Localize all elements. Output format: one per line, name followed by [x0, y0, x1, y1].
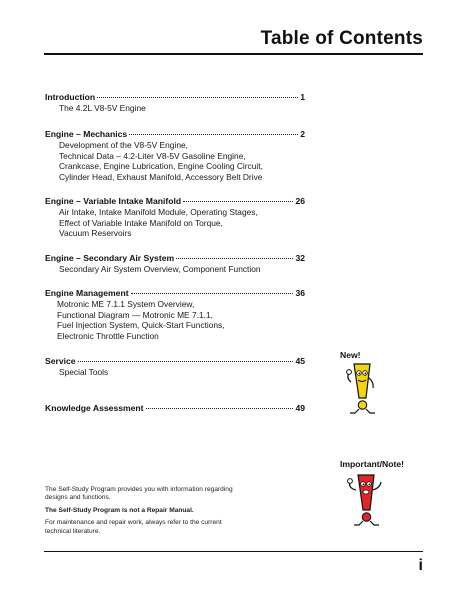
toc-subline: Functional Diagram — Motronic ME 7.1.1, [57, 309, 213, 320]
toc-heading: Service [45, 356, 76, 366]
page-number: i [418, 557, 423, 574]
toc-heading: Introduction [45, 92, 96, 102]
note-refer-literature: For maintenance and repair work, always refer to the current technical literature. [45, 519, 222, 535]
note-not-repair-manual: The Self-Study Program is not a Repair Manual. [45, 506, 194, 514]
dot-leader [176, 258, 293, 259]
toc-entry-engine-mechanics[interactable] [45, 129, 305, 182]
toc-subline: Air Intake, Intake Manifold Module, Operating Stages, [59, 207, 258, 217]
toc-page-number: 32 [295, 253, 305, 263]
toc-page-number: 26 [295, 196, 305, 206]
toc-entry-knowledge-assessment[interactable] [45, 403, 305, 414]
toc-entry-introduction[interactable] [45, 92, 305, 114]
toc-subline: Technical Data – 4.2-Liter V8-5V Gasoline Engine, [59, 150, 246, 161]
toc-subline: The 4.2L V8-5V Engine [59, 103, 146, 113]
toc-page-number: 45 [295, 356, 305, 366]
toc-heading: Engine – Secondary Air System [45, 253, 175, 263]
toc-subline: Motronic ME 7.1.1 System Overview, [57, 299, 195, 309]
toc-heading: Engine – Variable Intake Manifold [45, 196, 182, 206]
toc-page-number: 1 [300, 92, 305, 102]
toc-entry-variable-intake-manifold[interactable] [45, 196, 305, 239]
important-mascot-icon [344, 472, 390, 530]
toc-subline: Cylinder Head, Exhaust Manifold, Accessory Belt Drive [59, 171, 263, 182]
dot-leader [97, 97, 298, 98]
toc-subline: Effect of Variable Intake Manifold on Torque, [59, 217, 223, 228]
dot-leader [183, 201, 293, 202]
toc-subline: Fuel Injection System, Quick-Start Functions, [57, 320, 225, 331]
toc-page-number: 2 [300, 129, 305, 139]
new-label: New! [340, 350, 361, 360]
toc-entry-engine-management[interactable] [45, 288, 305, 341]
footer-rule [44, 551, 423, 552]
note-info: The Self-Study Program provides you with information regarding designs and functions. [45, 486, 233, 502]
toc-entry-secondary-air-system[interactable] [45, 253, 305, 275]
important-note-label: Important/Note! [340, 459, 404, 469]
dot-leader [129, 134, 298, 135]
new-mascot-icon [340, 362, 386, 418]
dot-leader [131, 293, 294, 294]
dot-leader [146, 408, 294, 409]
toc-subline: Secondary Air System Overview, Component Function [59, 264, 261, 274]
toc-page-number: 36 [295, 288, 305, 298]
toc-entry-service[interactable] [45, 356, 305, 378]
toc-subline: Vacuum Reservoirs [59, 228, 132, 239]
toc-page-number: 49 [295, 403, 305, 413]
page-title: Table of Contents [260, 28, 423, 49]
toc-subline: Special Tools [59, 367, 109, 377]
toc-subline: Electronic Throttle Function [57, 330, 159, 341]
dot-leader [78, 361, 294, 362]
header-rule [44, 53, 423, 55]
toc-heading: Engine Management [45, 288, 129, 298]
toc-heading: Knowledge Assessment [45, 403, 144, 413]
disclaimer-notes [45, 486, 245, 540]
toc-subline: Crankcase, Engine Lubrication, Engine Cooling Circuit, [59, 161, 263, 172]
toc-heading: Engine – Mechanics [45, 129, 128, 139]
toc-subline: Development of the V8-5V Engine, [59, 140, 188, 150]
